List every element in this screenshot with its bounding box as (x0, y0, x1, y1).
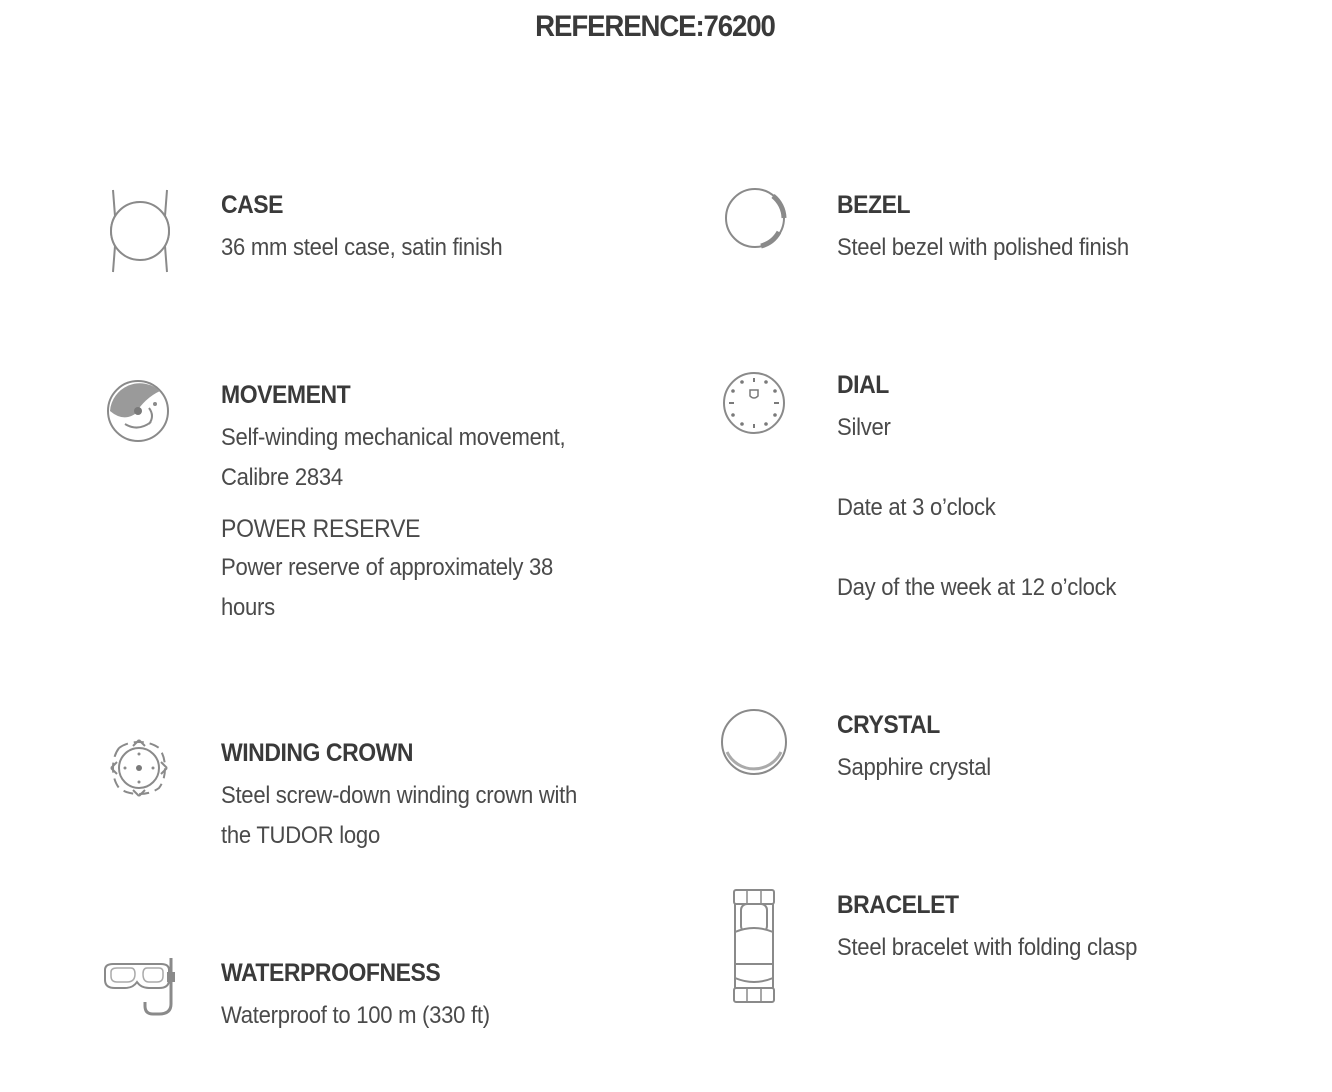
spec-value: Calibre 2834 (221, 464, 343, 491)
spec-title: DIAL (837, 371, 889, 399)
spec-value: Steel bezel with polished finish (837, 234, 1129, 261)
dial-icon (721, 370, 787, 436)
spec-value: Power reserve of approximately 38 (221, 554, 554, 581)
bezel-icon (723, 186, 787, 250)
spec-title: MOVEMENT (221, 381, 351, 409)
spec-value: Date at 3 o’clock (837, 494, 996, 521)
spec-value: Steel screw-down winding crown with (221, 782, 578, 809)
spec-title: WATERPROOFNESS (221, 959, 441, 987)
reference-title: REFERENCE:76200 (535, 10, 775, 43)
spec-subtitle: POWER RESERVE (221, 515, 421, 543)
spec-value: 36 mm steel case, satin finish (221, 234, 503, 261)
spec-title: BEZEL (837, 191, 911, 219)
movement-icon (105, 378, 171, 444)
spec-value: Waterproof to 100 m (330 ft) (221, 1002, 490, 1029)
spec-value-line (221, 548, 589, 628)
spec-value: Sapphire crystal (837, 754, 991, 781)
spec-value: hours (221, 594, 275, 621)
diving-mask-icon (101, 956, 177, 1018)
spec-value: Steel bracelet with folding clasp (837, 934, 1138, 961)
spec-value-line (221, 418, 589, 498)
spec-title: CRYSTAL (837, 711, 940, 739)
spec-value: the TUDOR logo (221, 822, 380, 849)
crystal-icon (719, 708, 789, 778)
spec-title: BRACELET (837, 891, 959, 919)
spec-value: Day of the week at 12 o’clock (837, 574, 1117, 601)
spec-value: Self-winding mechanical movement, (221, 424, 566, 451)
spec-value-line (221, 776, 589, 856)
watch-case-icon (105, 188, 175, 274)
winding-crown-icon (107, 736, 171, 800)
spec-title: WINDING CROWN (221, 739, 414, 767)
bracelet-icon (731, 888, 777, 1006)
spec-value: Silver (837, 414, 891, 441)
spec-title: CASE (221, 191, 284, 219)
